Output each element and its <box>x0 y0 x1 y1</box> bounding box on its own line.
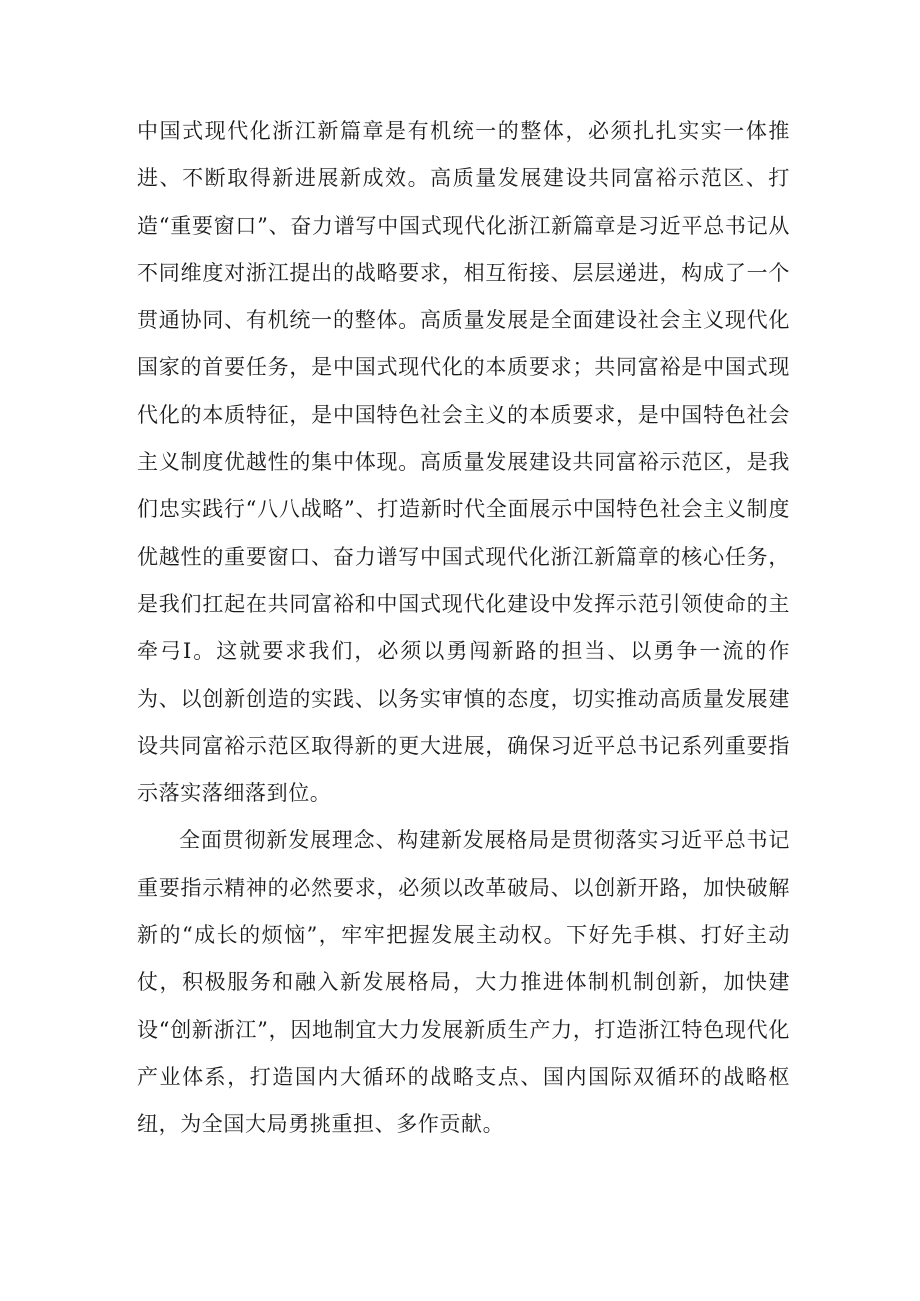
paragraph-2: 全面贯彻新发展理念、构建新发展格局是贯彻落实习近平总书记重要指示精神的必然要求，必须以改革破局、以创新开路，加快破解新的“成长的烦恼”，牢牢把握发展主动权。下好先手棋、打好主动仗，积极服务和融入新发展格局，大力推进体制机制创新，加快建设“创新浙江”，因地制宜大力发展新质生产力，打造浙江特色现代化产业体系，打造国内大循环的战略支点、国内国际双循环的战略枢纽，为全国大局勇挑重担、多作贡献。 <box>137 828 790 1137</box>
paragraph-1: 中国式现代化浙江新篇章是有机统一的整体，必须扎扎实实一体推进、不断取得新进展新成效。高质量发展建设共同富裕示范区、打造“重要窗口”、奋力谱写中国式现代化浙江新篇章是习近平总书记从不同维度对浙江提出的战略要求，相互衔接、层层递进，构成了一个贯通协同、有机统一的整体。高质量发展是全面建设社会主义现代化国家的首要任务，是中国式现代化的本质要求；共同富裕是中国式现代化的本质特征，是中国特色社会主义的本质要求，是中国特色社会主义制度优越性的集中体现。高质量发展建设共同富裕示范区，是我们忠实践行“八八战略”、打造新时代全面展示中国特色社会主义制度优越性的重要窗口、奋力谱写中国式现代化浙江新篇章的核心任务，是我们扛起在共同富裕和中国式现代化建设中发挥示范引领使命的主牵弓I。这就要求我们，必须以勇闯新路的担当、以勇争一流的作为、以创新创造的实践、以务实审慎的态度，切实推动高质量发展建设共同富裕示范区取得新的更大进展，确保习近平总书记系列重要指示落实落细落到位。 <box>137 119 790 806</box>
